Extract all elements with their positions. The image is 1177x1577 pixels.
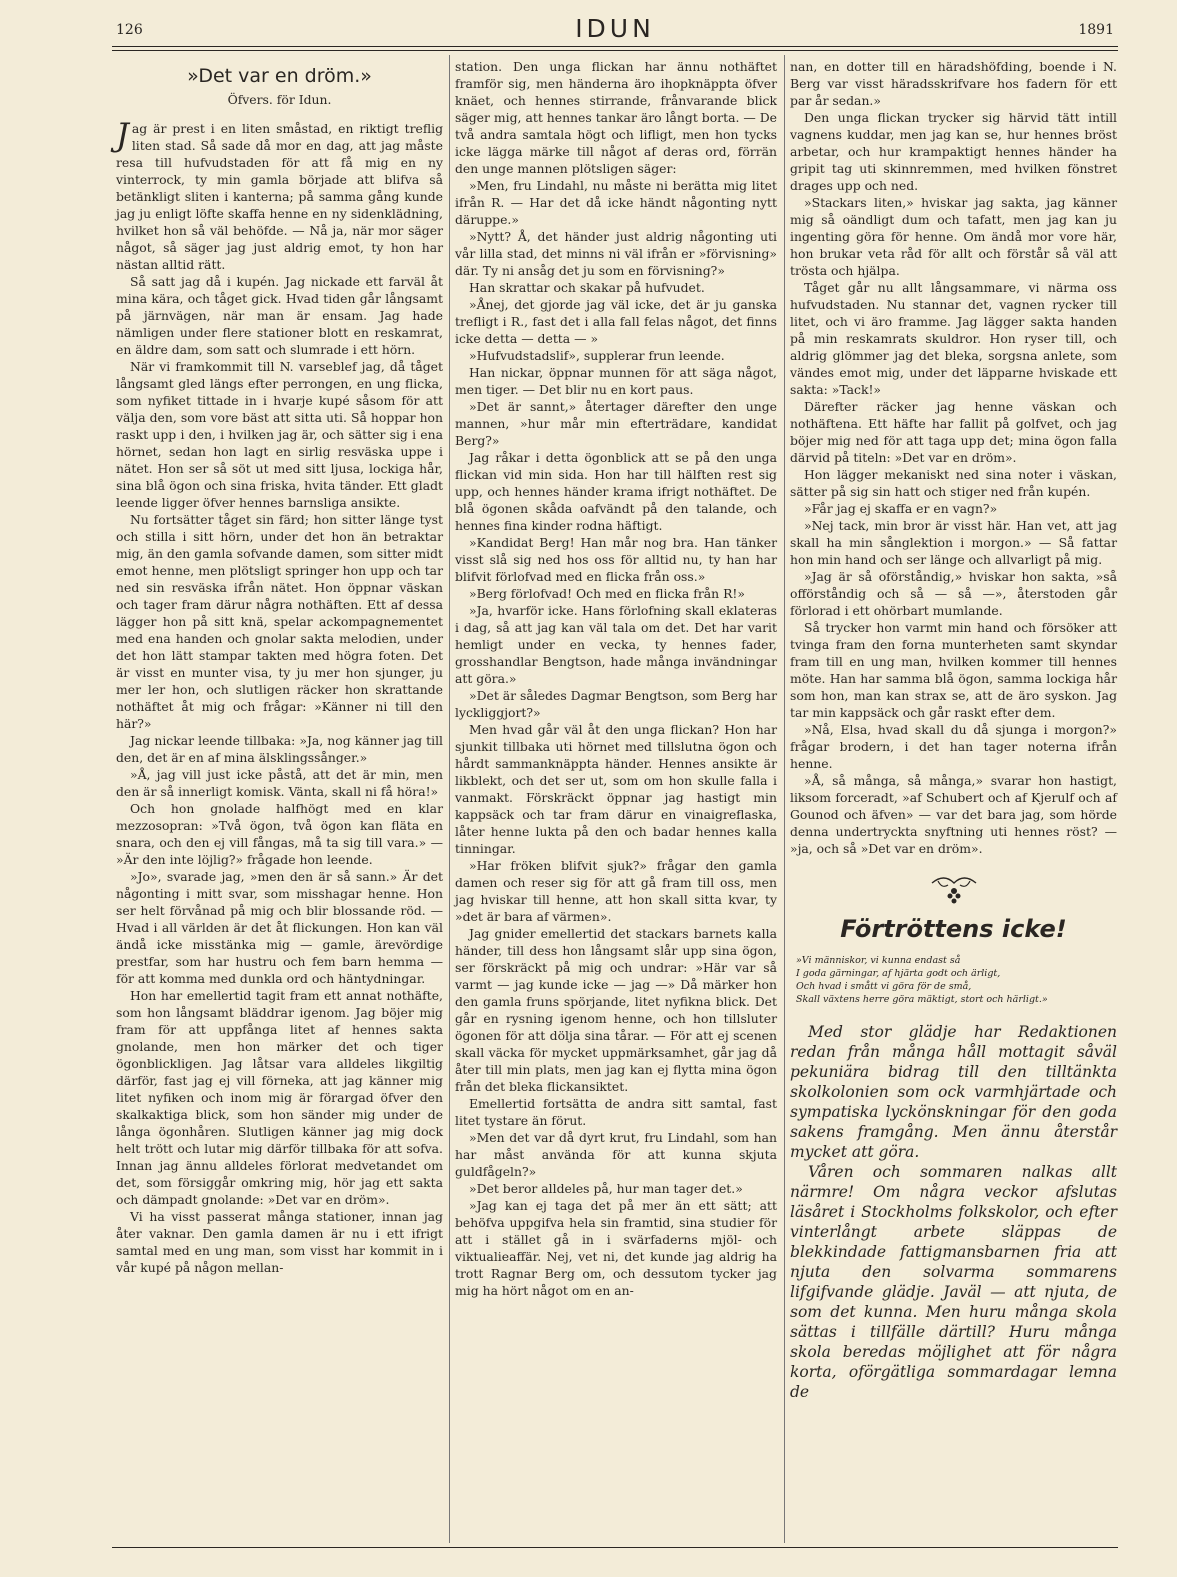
paragraph: Men hvad går väl åt den unga flickan? Hon har sjunkit tillbaka uti hörnet med tillslutna ögon och hårdt sammanknäppta händer. Hennes ansikte är likblekt, och det ser ut, som om hon skulle falla i vanmakt. Förskräckt öppnar jag hastigt min kappsäck och tar fram därur en vinaigreflaska, låter henne lukta på den och badar hennes kalla tinningar.: [455, 722, 777, 856]
paragraph: Tåget går nu allt långsammare, vi närma oss hufvudstaden. Nu stannar det, vagnen rycker till litet, och vi äro framme. Jag lägger sakta handen på min reskamrats skuldror. Hon ryser till, och aldrig glömmer jag det bleka, sorgsna anlete, som vändes emot mig, under det läpparne hviskade ett sakta: »Tack!»: [790, 280, 1117, 397]
paragraph: »Jag kan ej taga det på mer än ett sätt; att behöfva uppgifva hela sin framtid, sina studier för att i stället gå in i svärfaderns mjöl- och viktualieaffär. Nej, vet ni, det kunde jag aldrig ha trott Ragnar Berg om, och dessutom tycker jag mig ha hört något om en an-: [455, 1198, 777, 1298]
paragraph: Hon lägger mekaniskt ned sina noter i väskan, sätter på sig sin hatt och stiger ned från kupén.: [790, 467, 1117, 499]
paragraph: »Nå, Elsa, hvad skall du då sjunga i morgon?» frågar brodern, i det han tager noterna ifrån henne.: [790, 722, 1117, 771]
paragraph: »Nytt? Å, det händer just aldrig någonting uti vår lilla stad, det minns ni väl ifrån er »förvisning» där. Ty ni ansåg det ju som en förvisning?»: [455, 229, 777, 278]
paragraph: »Å, jag vill just icke påstå, att det är min, men den är så innerligt komisk. Vänta, skall ni få höra!»: [116, 767, 443, 799]
paragraph: »Det är sannt,» återtager därefter den unge mannen, »hur mår min efterträdare, kandidat Berg?»: [455, 399, 777, 448]
paragraph: Han nickar, öppnar munnen för att säga något, men tiger. — Det blir nu en kort paus.: [455, 365, 777, 397]
paragraph: »Berg förlofvad! Och med en flicka från R!»: [469, 586, 745, 601]
paragraph: nan, en dotter till en häradshöfding, boende i N. Berg var visst häradsskrifvare hos fadern för ett par år sedan.»: [790, 59, 1117, 108]
paragraph: »Får jag ej skaffa er en vagn?»: [804, 501, 998, 516]
paragraph: station. Den unga flickan har ännu nothäftet framför sig, men händerna äro ihopknäppta öfver knäet, och hennes stirrande, frånvarande blick säger mig, att hennes tankar äro långt borta. — De två andra samtala högt och lifligt, men hon tycks icke lägga märke till något af deras ord, förrän den unge mannen plötsligen säger:: [455, 59, 777, 176]
header-rule: [112, 46, 1118, 51]
paragraph: Därefter räcker jag henne väskan och nothäftena. Ett häfte har fallit på golfvet, och jag böjer mig ned för att taga upp det; mina ögon falla därvid på titeln: »Det var en dröm».: [790, 399, 1117, 465]
paragraph: Med stor glädje har Redaktionen redan från många håll mottagit såväl pekuniära bidrag till den tilltänkta skolkolonien som ock varmhjärtade och sympatiska lyckönskningar för den goda sakens framgång. Men ännu återstår mycket att göra.: [790, 1023, 1117, 1161]
column-divider: [784, 55, 785, 1543]
paragraph: Så satt jag då i kupén. Jag nickade ett farväl åt mina kära, och tåget gick. Hvad tiden går långsamt på järnvägen, när man är ensam. Jag hade nämligen under flere stationer blott en reskamrat, en äldre dam, som satt och slumrade i ett hörn.: [116, 274, 443, 357]
column-1: [116, 58, 443, 1276]
paragraph: Så trycker hon varmt min hand och försöker att tvinga fram den forna munterheten samt skyndar fram till en ung man, hvilken kommer till hennes möte. Han har samma blå ögon, samma lockiga hår som hon, man kan strax se, att de äro syskon. Jag tar min kappsäck och går raskt efter dem.: [790, 620, 1117, 720]
footer-rule: [112, 1547, 1118, 1548]
paragraph: Vi ha visst passerat många stationer, innan jag åter vaknar. Den gamla damen är nu i ett ifrigt samtal med en ung man, som visst har kommit in i vår kupé på någon mellan-: [116, 1209, 443, 1275]
paragraph: Och hon gnolade halfhögt med en klar mezzosopran: »Två ögon, två ögon kan fläta en snara, och den ej vill fångas, må ta sig till vara.» — »Är den inte löjlig?» frågade hon leende.: [116, 801, 443, 867]
paragraph: »Hufvudstadslif», supplerar frun leende.: [469, 348, 725, 363]
paragraph: »Stackars liten,» hviskar jag sakta, jag känner mig så oändligt dum och tafatt, men jag kan ju ingenting göra för henne. Om ändå mor vore här, hon brukar veta råd för allt och förstår så väl att trösta och hjälpa.: [790, 195, 1117, 278]
paragraph: »Jo», svarade jag, »men den är så sann.» Är det någonting i mitt svar, som misshagar henne. Hon ser helt förvånad på mig och blir blossande röd. — Hvad i all världen är det åt flickungen. Hon kan väl ändå icke misstänka mig — gamle, ärevördige prestfar, som har hustru och fem barn hemma — för att komma med dunkla ord och häntydningar.: [116, 869, 443, 986]
paragraph: Han skrattar och skakar på hufvudet.: [469, 280, 705, 295]
paragraph: Jag gnider emellertid det stackars barnets kalla händer, till dess hon långsamt slår upp sina ögon, ser förskräckt på mig och undrar: »Här var så varmt — jag kunde icke — jag —» Då märker hon den gamla fruns spörjande, litet nyfikna blick. Det går en rysning igenom henne, och hon tillsluter ögonen för att dölja sina tårar. — För att ej scenen skall väcka för mycket uppmärksamhet, går jag då åter till min plats, men jag kan ej flytta mina ögon från det bleka flickansiktet.: [455, 926, 777, 1094]
paragraph: Emellertid fortsätta de andra sitt samtal, fast litet tystare än förut.: [455, 1096, 777, 1128]
paragraph: »Det är således Dagmar Bengtson, som Berg har lyckliggjort?»: [455, 688, 777, 720]
paragraph: »Ånej, det gjorde jag väl icke, det är ju ganska trefligt i R., fast det i alla fall felas något, det finns icke detta — detta — »: [455, 297, 777, 346]
paragraph: »Ja, hvarför icke. Hans förlofning skall eklateras i dag, så att jag kan väl tala om det. Det har varit hemligt under en vecka, ty hennes fader, grosshandlar Bengtson, hade många invändningar att göra.»: [455, 603, 777, 686]
article-subtitle: Öfvers. för Idun.: [227, 92, 332, 107]
paragraph: Hon har emellertid tagit fram ett annat nothäfte, som hon långsamt bläddrar igenom. Jag böjer mig fram för att uppfånga litet af hennes sakta gnolande, men hon märker det och tiger ögonblickligen. Jag låtsar vara alldeles likgiltig därför, fast jag ej vill förneka, att jag känner mig litet nyfiken och inom mig är förargad öfver den skalkaktiga blick, som hon sänder mig under de långa ögonhåren. Slutligen känner jag mig dock helt trött och lutar mig därför tillbaka för att sofva. Innan jag ännu alldeles förlorat medvetandet om det, som försiggår omkring mig, hör jag ett sakta och dämpadt gnolande: »Det var en dröm».: [116, 988, 443, 1207]
flourish-icon: [790, 871, 1117, 911]
column-divider: [449, 55, 450, 1543]
paragraph: När vi framkommit till N. varseblef jag, då tåget långsamt gled längs efter perrongen, en ung flicka, som nyfiket tittade in i hvarje kupé såsom för att välja den, som vore bäst att sitta uti. Så hoppar hon raskt upp i den, i hvilken jag är, och sätter sig i ena hörnet, sedan hon lagt en sirlig resväska uppe i nätet. Hon ser så söt ut med sitt ljusa, lockiga hår, sina blå ögon och sina friska, hvita tänder. Ett gladt leende ligger öfver hennes barnsliga ansikte.: [116, 359, 443, 510]
paragraph: »Nej tack, min bror är visst här. Han vet, att jag skall ha min sånglektion i morgon.» — Så fattar hon min hand och ser länge och allvarligt på mig.: [790, 518, 1117, 567]
page-header: [110, 14, 1120, 48]
column-3: [790, 58, 1117, 1402]
paragraph: Nu fortsätter tåget sin färd; hon sitter länge tyst och stilla i sitt hörn, under det hon än betraktar mig, än den gamla sofvande damen, som sitter midt emot henne, men plötsligt springer hon upp och tar ned sin resväska ifrån nätet. Hon öppnar väskan och tager fram därur några nothäften. Ett af dessa lägger hon på sitt knä, spelar ackompagnementet med ena handen och gnolar sakta melodien, under det hon lätt stampar takten med högra foten. Det är visst en munter visa, ty ju mer hon sjunger, ju mer ler hon, och slutligen räcker hon skrattande nothäftet åt mig och frågar: »Känner ni till den här?»: [116, 512, 443, 731]
masthead: IDUN: [575, 14, 655, 43]
section-body: [790, 1022, 1117, 1402]
paragraph: »Har fröken blifvit sjuk?» frågar den gamla damen och reser sig för att gå fram till oss, men jag hviskar till henne, att hon skall sitta kvar, ty »det är bara af värmen».: [455, 858, 777, 924]
column-2: [455, 58, 777, 1299]
paragraph: Jag nickar leende tillbaka: »Ja, nog känner jag till den, det är en af mina älsklingssånger.»: [116, 733, 443, 765]
page-number: 126: [116, 22, 143, 38]
epigraph: »Vi människor, vi kunna endast så I goda gärningar, af hjärta godt och ärligt, Och hvad i smått vi göra för de små, Skall växtens herre göra mäktigt, stort och härligt.»: [796, 955, 1048, 1005]
drop-cap: J: [116, 116, 129, 154]
paragraph: »Kandidat Berg! Han mår nog bra. Han tänker visst slå sig ned hos oss för alltid nu, ty han har blifvit förlofvad med en flicka från oss.»: [455, 535, 777, 584]
section-heading: Förtröttens icke!: [840, 915, 1067, 943]
paragraph: Jag råkar i detta ögonblick att se på den unga flickan vid min sida. Hon har till hälften rest sig upp, och hennes händer krama ifrigt nothäftet. De blå ögonen skåda oafvändt på den talande, och hennes fina kinder rodna häftigt.: [455, 450, 777, 533]
paragraph: »Men, fru Lindahl, nu måste ni berätta mig litet ifrån R. — Har det då icke händt någonting nytt däruppe.»: [455, 178, 777, 227]
year: 1891: [1078, 22, 1114, 38]
paragraph: Våren och sommaren nalkas allt närmre! Om några veckor afslutas läsåret i Stockholms folkskolor, och efter vinterlångt arbete släppas de blekkindade fattigmansbarnen fria att njuta den solvarma sommarens lifgifvande glädje. Javäl — att njuta, de som det kunna. Men huru många skola sättas i tillfälle därtill? Huru många skola beredas möjlighet att för några korta, oförgätliga sommardagar lemna de: [790, 1163, 1117, 1401]
paragraph: Jag är prest i en liten småstad, en riktigt treflig liten stad. Så sade då mor en dag, att jag måste resa till hufvudstaden för att få mig en ny vinterrock, ty min gamla började att blifva så betänkligt sliten i kanterna; på samma gång kunde jag ju enligt löfte skaffa henne en ny sidenklädning, hvilket hon så väl behöfde. — Nå ja, när mor säger något, så säger jag just aldrig emot, ty hon har nästan alltid rätt.: [116, 116, 443, 272]
paragraph: Den unga flickan trycker sig härvid tätt intill vagnens kuddar, men jag kan se, hur hennes bröst arbetar, och hur krampaktigt hennes händer ha gripit tag uti skinnremmen, med hvilken fönstret drages upp och ned.: [790, 110, 1117, 193]
article-title: »Det var en dröm.»: [187, 65, 372, 87]
paragraph: »Å, så många, så många,» svarar hon hastigt, liksom forceradt, »af Schubert och af Kjerulf och af Gounod och äfven» — var det bara jag, som hörde denna undertryckta snyftning uti hennes röst? — »ja, och så »Det var en dröm».: [790, 773, 1117, 856]
paragraph: »Det beror alldeles på, hur man tager det.»: [469, 1181, 743, 1196]
paragraph: »Men det var då dyrt krut, fru Lindahl, som han har måst använda för att kunna skjuta guldfågeln?»: [455, 1130, 777, 1179]
paragraph: »Jag är så oförståndig,» hviskar hon sakta, »så offörståndig och så — så —», återstoden går förlorad i ett ohörbart mumlande.: [790, 569, 1117, 618]
